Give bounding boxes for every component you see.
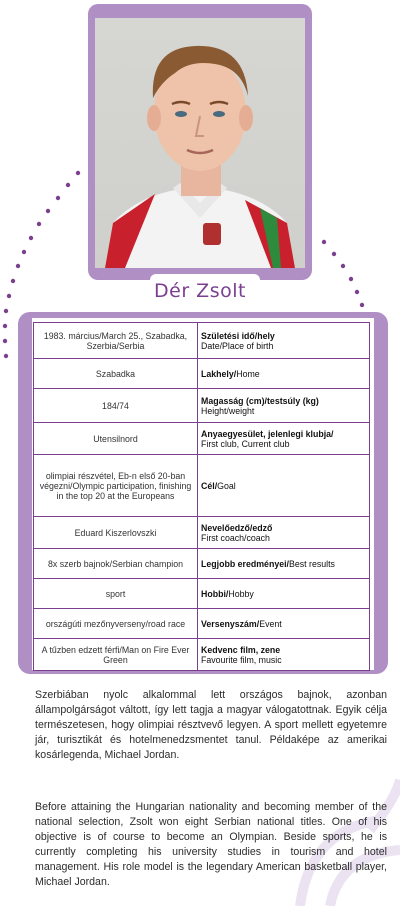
bio-english: Before attaining the Hungarian nationality and becoming member of the national selection, Zsolt won eight Serbian national titles. One of his objective is of course to become an Olympian. Beside sports, he is currently completing his university studies in tourism and hotel management. His role model is the legendary American basketball player, Michael Jordan. xyxy=(35,801,387,888)
row-label: Cél/Goal xyxy=(198,455,370,517)
athlete-name: Dér Zsolt xyxy=(154,280,246,302)
row-label: Versenyszám/Event xyxy=(198,609,370,639)
row-value: Szabadka xyxy=(34,359,198,389)
row-value: olimpiai részvétel, Eb-n első 20-ban végezni/Olympic participation, finishing in the top 20 at the Europeans xyxy=(34,455,198,517)
row-value: sport xyxy=(34,579,198,609)
row-value: 1983. március/March 25., Szabadka, Szerbia/Serbia xyxy=(34,323,198,359)
row-value: 8x szerb bajnok/Serbian champion xyxy=(34,549,198,579)
bio-hungarian: Szerbiában nyolc alkalommal lett országos bajnok, azonban állampolgárságot váltott, így lett tagja a magyar válogatottnak. Egyik célja természetesen, hogy olimpiai résztvevő legyen. A sport mellett egyetemre jár, turisztikát és hotelmenedzsmentet tanul. Példaképe az amerikai kosárlegenda, Michael Jordan. xyxy=(35,689,387,761)
row-label: Magasság (cm)/testsúly (kg) Height/weight xyxy=(198,389,370,423)
row-label: Nevelőedző/edző First coach/coach xyxy=(198,517,370,549)
row-label: Születési idő/hely Date/Place of birth xyxy=(198,323,370,359)
row-label: Kedvenc film, zene Favourite film, music xyxy=(198,639,370,671)
row-value: A tűzben edzett férfi/Man on Fire Ever Green xyxy=(34,639,198,671)
row-value: Utensilnord xyxy=(34,423,198,455)
row-value: Eduard Kiszerlovszki xyxy=(34,517,198,549)
row-label: Lakhely/Home xyxy=(198,359,370,389)
row-value: 184/74 xyxy=(34,389,198,423)
row-label: Legjobb eredményei/Best results xyxy=(198,549,370,579)
row-value: országúti mezőnyverseny/road race xyxy=(34,609,198,639)
row-label: Hobbi/Hobby xyxy=(198,579,370,609)
row-label: Anyaegyesület, jelenlegi klubja/ First club, Current club xyxy=(198,423,370,455)
